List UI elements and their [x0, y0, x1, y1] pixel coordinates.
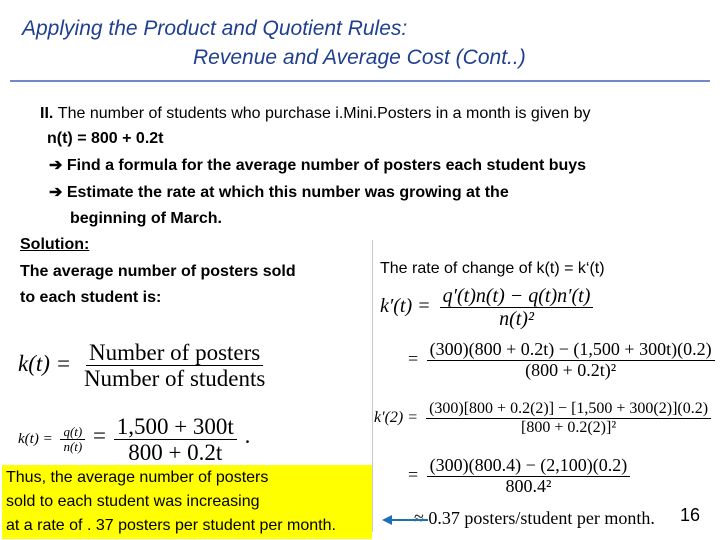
task-2-text: Estimate the rate at which this number was growing at the [66, 184, 509, 201]
conclusion-line-3: at a rate of . 37 posters per student per month. [6, 517, 336, 534]
arrow-right-icon: ➔ [49, 184, 63, 201]
words-numerator: Number of posters [86, 340, 263, 366]
solution-heading: Solution: [20, 236, 90, 253]
words-denominator: Number of students [83, 366, 266, 392]
step-3-fraction [427, 456, 631, 497]
task-2 [49, 180, 509, 205]
problem-statement [40, 101, 591, 126]
average-posters-formula-values [18, 414, 250, 466]
equals-sign: = [408, 348, 419, 369]
derivative-step-3 [408, 456, 634, 497]
equals-sign: = [408, 464, 419, 485]
task-2-continued: beginning of March. [70, 210, 222, 227]
average-posters-formula-words [18, 340, 272, 392]
step-3-numerator: (300)(800.4) − (2,100)(0.2) [427, 456, 631, 477]
task-1-text: Find a formula for the average number of posters each student buys [66, 157, 587, 174]
quotient-rule-numerator: q′(t)n(t) − q(t)n′(t) [440, 285, 594, 308]
step-1-fraction [427, 340, 715, 381]
k-prime-2-lhs: k′(2) = [374, 408, 419, 426]
step-1-numerator: (300)(800 + 0.2t) − (1,500 + 300t)(0.2) [427, 340, 715, 361]
arrow-right-icon: ➔ [49, 157, 63, 174]
page-number: 16 [679, 505, 700, 525]
column-divider [372, 240, 373, 532]
arrow-left-icon [382, 515, 428, 525]
task-1 [49, 153, 586, 178]
slide-title-line-2: Revenue and Average Cost (Cont..) [193, 46, 526, 69]
values-fraction [114, 414, 237, 466]
k-lhs: k(t) = [18, 351, 72, 377]
step-2-numerator: (300)[800 + 0.2(2)] − [1,500 + 300(2)](0.2) [426, 400, 711, 419]
k-prime-lhs: k′(t) = [380, 295, 431, 318]
step-2-denominator: [800 + 0.2(2)]² [521, 418, 617, 436]
slide-title-line-1: Applying the Product and Quotient Rules: [22, 17, 408, 40]
conclusion-line-1: Thus, the average number of posters [6, 469, 269, 486]
step-2-fraction [426, 400, 711, 436]
words-fraction [81, 340, 268, 392]
period: . [244, 423, 251, 449]
derivative-step-2 [374, 400, 715, 436]
solution-intro-line-2: to each student is: [20, 289, 162, 306]
derivative-step-1 [408, 340, 719, 381]
q-over-n-fraction [60, 425, 85, 455]
step-3-denominator: 800.4² [505, 475, 552, 496]
problem-number: II. [40, 105, 54, 122]
k-lhs-small: k(t) = [18, 431, 53, 448]
conclusion-highlight [2, 465, 372, 539]
solution-intro-line-1: The average number of posters sold [20, 263, 296, 280]
equals-sign: = [92, 423, 106, 449]
n-denominator: n(t) [63, 439, 83, 455]
problem-function: n(t) = 800 + 0.2t [47, 130, 164, 147]
derivative-heading: The rate of change of k(t) = k‘(t) [380, 260, 605, 277]
quotient-rule-fraction [440, 285, 594, 330]
quotient-rule-formula [380, 285, 597, 330]
title-underline [10, 80, 710, 82]
step-1-denominator: (800 + 0.2t)² [525, 359, 617, 380]
quotient-rule-denominator: n(t)² [499, 308, 534, 330]
approximate-result: ≈ 0.37 posters/student per month. [414, 508, 655, 528]
conclusion-line-2: sold to each student was increasing [6, 493, 260, 510]
values-numerator: 1,500 + 300t [114, 414, 237, 440]
problem-text: The number of students who purchase i.Mini.Posters in a month is given by [57, 105, 591, 122]
q-numerator: q(t) [60, 425, 85, 440]
values-denominator: 800 + 0.2t [128, 440, 223, 466]
